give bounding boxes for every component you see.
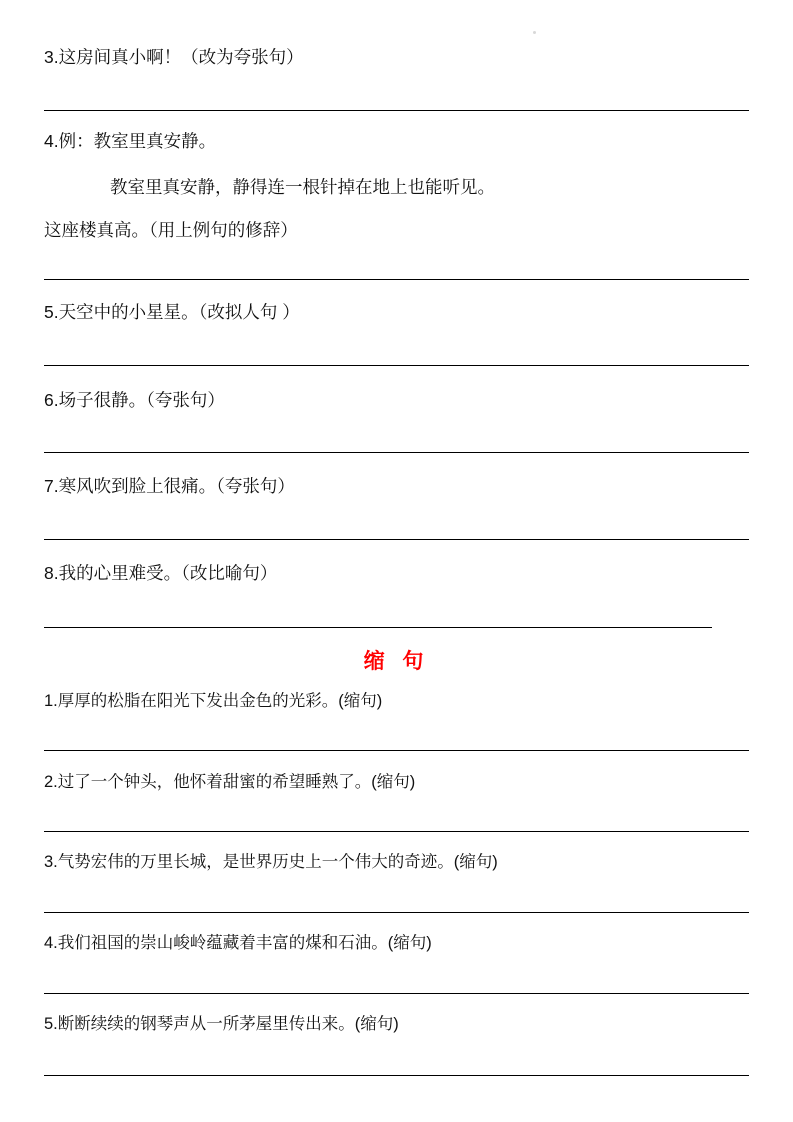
question-text: 3.气势宏伟的万里长城，是世界历史上一个伟大的奇迹。(缩句) <box>44 853 498 871</box>
question-item-8 <box>44 560 749 587</box>
answer-line[interactable] <box>44 1075 749 1076</box>
question-item-7 <box>44 473 749 500</box>
question-text: 7.寒风吹到脸上很痛。（夸张句） <box>44 476 295 496</box>
answer-line[interactable] <box>44 627 712 628</box>
question-text: 8.我的心里难受。（改比喻句） <box>44 563 278 583</box>
answer-line[interactable] <box>44 539 749 540</box>
question-text: 教室里真安静，静得连一根针掉在地上也能听见。 <box>110 177 495 197</box>
shrink-item-5 <box>44 1012 749 1038</box>
question-text: 5.天空中的小星星。（改拟人句 ） <box>44 302 300 322</box>
section-title: 缩 句 <box>363 650 430 673</box>
question-text: 4.我们祖国的崇山峻岭蕴藏着丰富的煤和石油。(缩句) <box>44 934 432 952</box>
answer-line[interactable] <box>44 279 749 280</box>
question-item-6 <box>44 387 749 414</box>
answer-line[interactable] <box>44 110 749 111</box>
question-text: 1.厚厚的松脂在阳光下发出金色的光彩。(缩句) <box>44 692 383 710</box>
question-text: 6.场子很静。（夸张句） <box>44 390 225 410</box>
question-item-5 <box>44 299 749 326</box>
answer-line[interactable] <box>44 831 749 832</box>
question-text: 3.这房间真小啊！（改为夸张句） <box>44 47 304 67</box>
question-text: 5.断断续续的钢琴声从一所茅屋里传出来。(缩句) <box>44 1015 399 1033</box>
question-item-3 <box>44 44 749 71</box>
shrink-item-4 <box>44 931 749 957</box>
answer-line[interactable] <box>44 750 749 751</box>
answer-line[interactable] <box>44 993 749 994</box>
shrink-item-3 <box>44 850 749 876</box>
question-text: 2.过了一个钟头，他怀着甜蜜的希望睡熟了。(缩句) <box>44 773 416 791</box>
answer-line[interactable] <box>44 365 749 366</box>
question-text: 这座楼真高。（用上例句的修辞） <box>44 220 298 240</box>
question-text: 4.例：教室里真安静。 <box>44 131 217 151</box>
decorative-dot <box>533 31 536 34</box>
answer-line[interactable] <box>44 452 749 453</box>
question-item-4-example-answer <box>44 174 749 201</box>
question-item-4-prompt <box>44 217 749 244</box>
shrink-item-2 <box>44 770 749 796</box>
shrink-item-1 <box>44 689 749 715</box>
question-item-4-example-label <box>44 128 749 155</box>
answer-line[interactable] <box>44 912 749 913</box>
